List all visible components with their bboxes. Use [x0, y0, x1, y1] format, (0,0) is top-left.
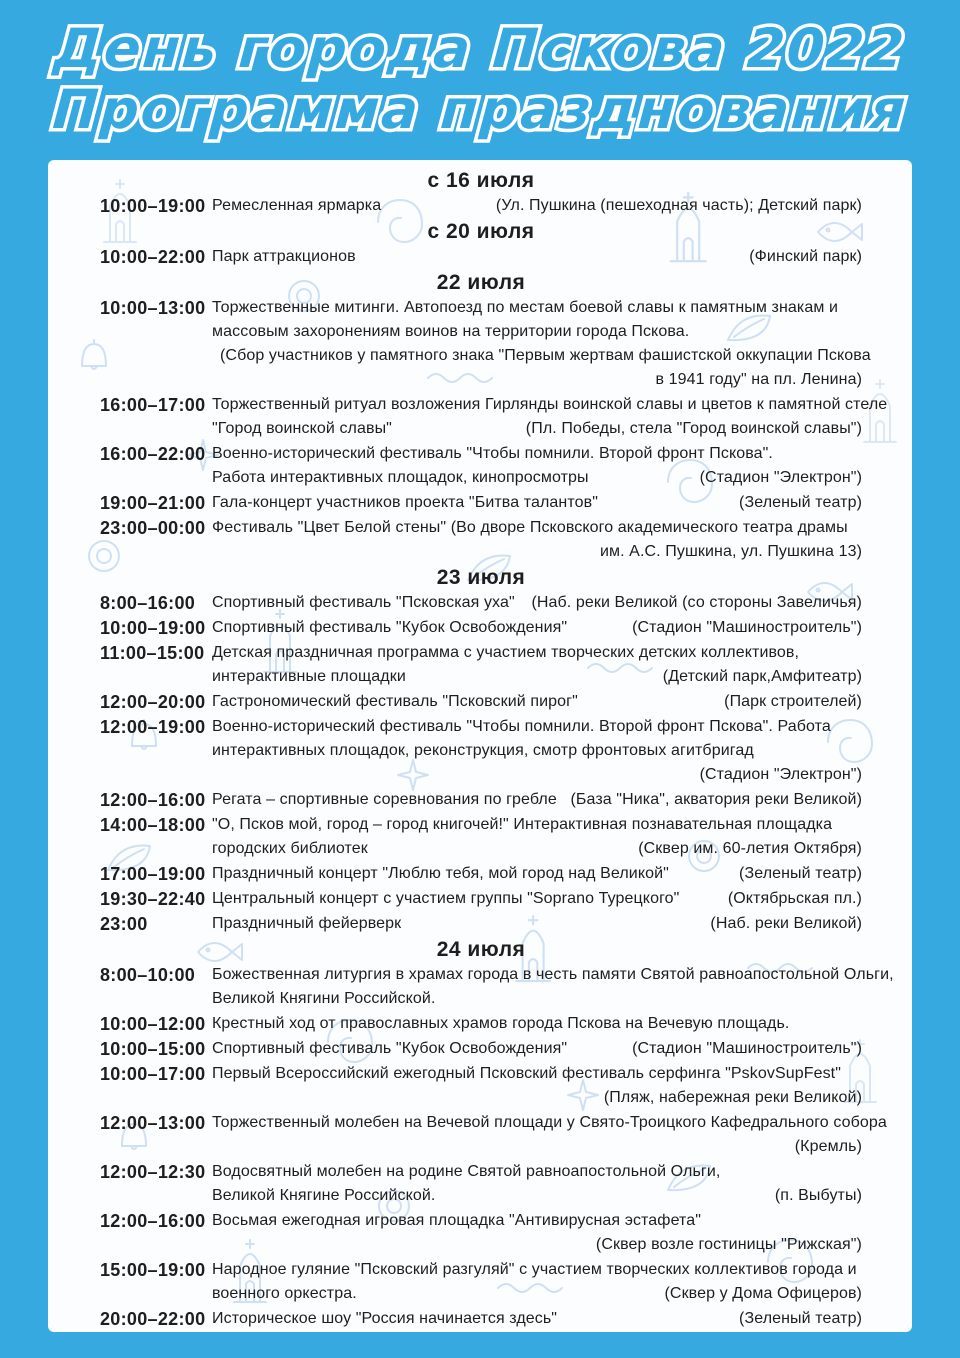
schedule-event	[100, 516, 862, 564]
event-description: Великой Княгине Российской.	[212, 1187, 436, 1204]
event-description: Праздничный фейерверк	[212, 915, 402, 932]
event-time: 8:00–16:00	[100, 593, 196, 613]
event-time: 19:30–22:40	[100, 889, 206, 909]
event-line	[212, 368, 862, 392]
event-body	[212, 1012, 862, 1036]
event-description: Праздничный концерт "Люблю тебя, мой город над Великой"	[212, 865, 669, 882]
event-line	[212, 1184, 862, 1208]
event-line	[212, 763, 862, 787]
event-description: Спортивный фестиваль "Кубок Освобождения"	[212, 619, 568, 636]
event-description: (Сбор участников у памятного знака "Первым жертвам фашистской оккупации Пскова	[220, 347, 871, 364]
schedule-event	[100, 1012, 862, 1036]
event-location: (Стадион "Машиностроитель")	[632, 1040, 862, 1057]
event-line	[212, 813, 862, 837]
event-line	[212, 466, 862, 490]
event-line	[212, 1307, 862, 1331]
poster-title	[0, 0, 960, 160]
event-body	[212, 393, 888, 441]
event-description: Божественная литургия в храмах города в честь памяти Святой равноапостольной Ольги,	[212, 966, 894, 983]
event-description: Восьмая ежегодная игровая площадка "Антивирусная эстафета"	[212, 1212, 702, 1229]
event-description: Работа интерактивных площадок, кинопросмотры	[212, 469, 589, 486]
event-body	[212, 912, 862, 936]
event-line	[212, 417, 862, 441]
event-time: 11:00–15:00	[100, 643, 205, 663]
schedule-event	[100, 591, 862, 615]
schedule-event	[100, 1160, 862, 1208]
event-line	[212, 516, 862, 540]
schedule-event	[100, 1209, 862, 1257]
event-description: Народное гуляние "Псковский разгуляй" с участием творческих коллективов города и	[212, 1261, 857, 1278]
event-description: интерактивных площадок, реконструкция, смотр фронтовых агитбригад	[212, 742, 754, 759]
event-time: 8:00–10:00	[100, 965, 196, 985]
event-body	[212, 296, 871, 392]
event-line	[212, 344, 871, 368]
schedule-event	[100, 963, 894, 1011]
event-location: (База "Ника", акватория реки Великой)	[570, 791, 862, 808]
event-location: (Сквер им. 60-летия Октября)	[638, 840, 862, 857]
date-header: 24 июля	[436, 938, 526, 961]
schedule-event	[100, 912, 862, 936]
event-time: 12:00–13:00	[100, 1113, 206, 1133]
event-location: (Парк строителей)	[724, 693, 862, 710]
schedule-event	[100, 813, 862, 861]
schedule-event	[100, 1111, 887, 1159]
event-description: Великой Княгини Российской.	[212, 990, 436, 1007]
event-time: 10:00–19:00	[100, 196, 206, 216]
event-location: (Кремль)	[794, 1138, 862, 1155]
event-description: военного оркестра.	[212, 1285, 357, 1302]
event-time: 12:00–16:00	[100, 1211, 206, 1231]
event-description: Историческое шоу "Россия начинается здесь"	[212, 1310, 558, 1327]
event-description: Военно-исторический фестиваль "Чтобы помнили. Второй фронт Пскова". Работа	[212, 718, 831, 735]
event-description: Парк аттракционов	[212, 248, 356, 265]
event-body	[212, 1209, 862, 1257]
event-body	[212, 1258, 862, 1306]
event-description: Ремесленная ярмарка	[212, 197, 382, 214]
event-body	[212, 715, 862, 787]
event-line	[212, 296, 862, 320]
event-body	[212, 788, 862, 812]
event-body	[212, 1111, 887, 1159]
event-description: интерактивные площадки	[212, 668, 406, 685]
event-body	[212, 887, 862, 911]
event-body	[212, 194, 862, 218]
event-location: (Финский парк)	[749, 248, 862, 265]
event-description: массовым захоронениям воинов на территории города Пскова.	[212, 323, 690, 340]
schedule-event	[100, 296, 871, 392]
event-line	[212, 1233, 862, 1257]
schedule-event	[100, 1307, 862, 1331]
event-line	[212, 715, 862, 739]
event-body	[212, 1160, 862, 1208]
event-body	[212, 591, 862, 615]
event-body	[212, 516, 862, 564]
date-header: 22 июля	[436, 271, 526, 294]
schedule-event	[100, 393, 888, 441]
event-time: 23:00–00:00	[100, 518, 206, 538]
event-line	[212, 665, 862, 689]
event-description: городских библиотек	[212, 840, 368, 857]
event-time: 19:00–21:00	[100, 493, 206, 513]
event-body	[212, 862, 862, 886]
date-header: с 20 июля	[427, 220, 535, 243]
event-line	[212, 862, 862, 886]
schedule-event	[100, 641, 862, 689]
event-body	[212, 491, 862, 515]
event-body	[212, 690, 862, 714]
event-time: 10:00–12:00	[100, 1014, 206, 1034]
event-time: 23:00	[100, 914, 148, 934]
event-time: 17:00–19:00	[100, 864, 206, 884]
event-line	[212, 788, 862, 812]
schedule-event	[100, 887, 862, 911]
event-body	[212, 1062, 862, 1110]
event-body	[212, 1307, 862, 1331]
event-line	[212, 245, 862, 269]
schedule-event	[100, 442, 862, 490]
event-line	[212, 837, 862, 861]
event-description: Военно-исторический фестиваль "Чтобы помнили. Второй фронт Пскова".	[212, 445, 773, 462]
event-description: Гастрономический фестиваль "Псковский пирог"	[212, 693, 578, 710]
event-time: 16:00–22:00	[100, 444, 206, 464]
event-description: "О, Псков мой, город – город книгочей!" Интерактивная познавательная площадка	[212, 816, 833, 833]
event-time: 14:00–18:00	[100, 815, 206, 835]
schedule-event	[100, 690, 862, 714]
schedule-event	[100, 1062, 862, 1110]
event-location: (Стадион "Электрон")	[699, 766, 862, 783]
event-time: 12:00–19:00	[100, 717, 206, 737]
event-line	[212, 987, 862, 1011]
event-body	[212, 1037, 862, 1061]
event-location: (Наб. реки Великой (со стороны Завеличья)	[531, 594, 862, 611]
event-time: 10:00–13:00	[100, 298, 206, 318]
event-line	[212, 912, 862, 936]
event-description: Торжественный ритуал возложения Гирлянды воинской славы и цветов к памятной стеле	[212, 396, 888, 413]
schedule	[48, 160, 912, 1331]
event-line	[212, 540, 862, 564]
event-description: Крестный ход от православных храмов города Пскова на Вечевую площадь.	[212, 1015, 790, 1032]
event-description: Первый Всероссийский ежегодный Псковский фестиваль серфинга "PskovSupFest"	[212, 1065, 842, 1082]
event-line	[212, 1062, 862, 1086]
event-line	[212, 963, 894, 987]
event-location: (Октябрьская пл.)	[727, 890, 862, 907]
event-line	[212, 320, 862, 344]
event-description: Фестиваль "Цвет Белой стены" (Во дворе Псковского академического театра драмы	[212, 519, 848, 536]
event-location: (Зеленый театр)	[739, 494, 862, 511]
event-line	[212, 1037, 862, 1061]
event-line	[212, 1012, 862, 1036]
event-location: в 1941 году" на пл. Ленина)	[655, 371, 862, 388]
event-time: 20:00–22:00	[100, 1309, 206, 1329]
event-body	[212, 963, 894, 1011]
event-line	[212, 1258, 862, 1282]
event-description: Спортивный фестиваль "Кубок Освобождения"	[212, 1040, 568, 1057]
schedule-event	[100, 616, 862, 640]
event-line	[212, 491, 862, 515]
event-location: им. А.С. Пушкина, ул. Пушкина 13)	[599, 543, 862, 560]
event-location: (Пляж, набережная реки Великой)	[603, 1089, 862, 1106]
poster-title-line1: День города Пскова 2022	[52, 17, 909, 81]
date-header: 23 июля	[436, 566, 526, 589]
event-body	[212, 442, 862, 490]
event-line	[212, 641, 862, 665]
event-time: 10:00–22:00	[100, 247, 206, 267]
event-location: (Ул. Пушкина (пешеходная часть); Детский парк)	[495, 197, 862, 214]
schedule-event	[100, 1037, 862, 1061]
event-location: (Зеленый театр)	[739, 865, 862, 882]
event-line	[212, 591, 862, 615]
event-description: Гала-концерт участников проекта "Битва талантов"	[212, 494, 598, 511]
program-panel	[48, 160, 912, 1332]
schedule-event	[100, 1258, 862, 1306]
event-time: 12:00–20:00	[100, 692, 206, 712]
event-time: 10:00–19:00	[100, 618, 206, 638]
poster-title-line2: Программа празднования	[50, 78, 910, 141]
schedule-event	[100, 245, 862, 269]
event-location: (Стадион "Электрон")	[699, 469, 862, 486]
event-line	[212, 690, 862, 714]
date-header: с 16 июля	[427, 169, 535, 192]
event-line	[212, 1209, 862, 1233]
event-description: Водосвятный молебен на родине Святой равноапостольной Ольги,	[212, 1163, 721, 1180]
event-body	[212, 813, 862, 861]
event-line	[212, 1282, 862, 1306]
event-location: (п. Выбуты)	[774, 1187, 862, 1204]
event-line	[212, 1160, 862, 1184]
event-description: Центральный концерт с участием группы "Soprano Турецкого"	[212, 890, 680, 907]
event-time: 16:00–17:00	[100, 395, 206, 415]
event-description: Регата – спортивные соревнования по гребле	[212, 791, 557, 808]
event-description: Спортивный фестиваль "Псковская уха"	[212, 594, 515, 611]
event-location: (Сквер возле гостиницы "Рижская")	[595, 1236, 862, 1253]
event-description: "Город воинской славы"	[212, 420, 392, 437]
event-description: Торжественный молебен на Вечевой площади у Свято-Троицкого Кафедрального собора	[212, 1114, 887, 1131]
event-time: 12:00–16:00	[100, 790, 206, 810]
event-line	[212, 442, 862, 466]
schedule-event	[100, 194, 862, 218]
event-time: 10:00–15:00	[100, 1039, 206, 1059]
event-time: 12:00–12:30	[100, 1162, 206, 1182]
schedule-event	[100, 788, 862, 812]
event-description: Детская праздничная программа с участием творческих детских коллективов,	[212, 644, 800, 661]
event-location: (Детский парк,Амфитеатр)	[662, 668, 862, 685]
event-location: (Пл. Победы, стела "Город воинской славы")	[525, 420, 862, 437]
event-line	[212, 1086, 862, 1110]
event-description: Торжественные митинги. Автопоезд по местам боевой славы к памятным знакам и	[212, 299, 839, 316]
event-line	[212, 194, 862, 218]
event-location: (Зеленый театр)	[739, 1310, 862, 1327]
event-body	[212, 245, 862, 269]
event-line	[212, 616, 862, 640]
event-body	[212, 641, 862, 689]
event-location: (Наб. реки Великой)	[710, 915, 862, 932]
schedule-event	[100, 862, 862, 886]
schedule-event	[100, 491, 862, 515]
schedule-event	[100, 715, 862, 787]
event-time: 10:00–17:00	[100, 1064, 206, 1084]
event-location: (Сквер у Дома Офицеров)	[664, 1285, 862, 1302]
event-location: (Стадион "Машиностроитель")	[632, 619, 862, 636]
event-time: 15:00–19:00	[100, 1260, 206, 1280]
event-line	[212, 887, 862, 911]
event-line	[212, 1135, 862, 1159]
event-line	[212, 393, 888, 417]
event-line	[212, 739, 862, 763]
event-body	[212, 616, 862, 640]
event-line	[212, 1111, 887, 1135]
